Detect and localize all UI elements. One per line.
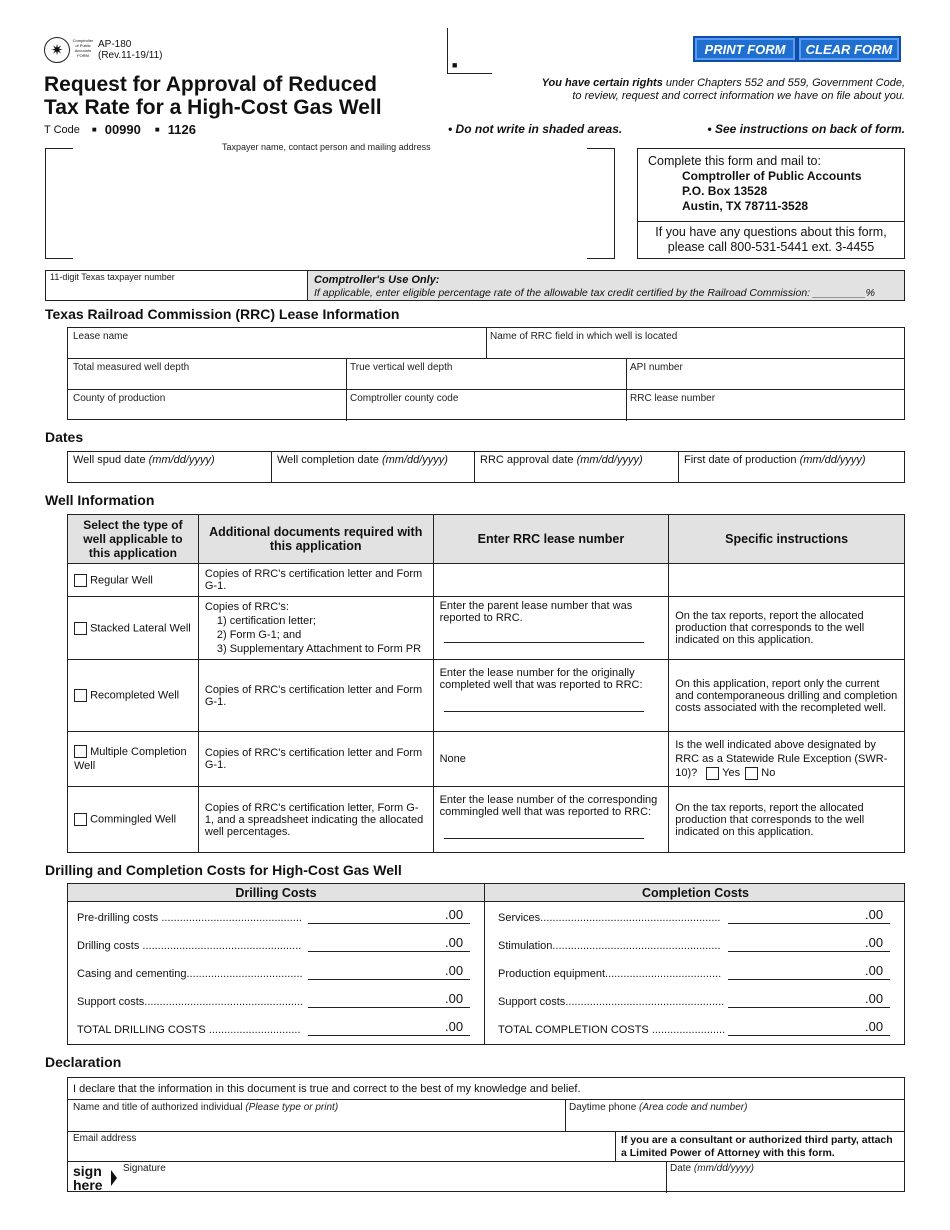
cents-label: .00 — [865, 991, 884, 1006]
taxpayer-number-field[interactable] — [45, 270, 308, 301]
title-line-2: Tax Rate for a High-Cost Gas Well — [44, 96, 382, 119]
see-instructions-notice: • See instructions on back of form. — [707, 122, 905, 136]
no-write-notice: • Do not write in shaded areas. — [448, 122, 623, 136]
daytime-phone-field[interactable] — [569, 1102, 899, 1130]
col-well-type: Select the type of well applicable to this application — [68, 515, 199, 564]
drilling-row-label: Support costs.................................................... — [77, 996, 304, 1008]
lease-cell[interactable] — [433, 597, 669, 660]
well-type-label: Recompleted Well — [90, 689, 180, 702]
agency-seal-icon: ✷ — [44, 37, 70, 63]
swr-yes-checkbox[interactable] — [706, 767, 719, 780]
date-field[interactable] — [670, 1163, 900, 1191]
lease-cell[interactable] — [433, 660, 669, 732]
checkbox-icon[interactable] — [74, 689, 87, 702]
well-depth-field[interactable]: Total measured well depth — [73, 362, 190, 373]
well-info-heading: Well Information — [45, 492, 155, 508]
completion-amount-field[interactable] — [728, 979, 890, 980]
cents-label: .00 — [865, 907, 884, 922]
docs-cell: Copies of RRC's certification letter, Form G-1, and a spreadsheet indicating the allocated well percentages. — [198, 787, 433, 853]
rights-rest: under Chapters 552 and 559, Government Code, — [662, 77, 905, 89]
questions-line1: If you have any questions about this form, — [655, 225, 887, 239]
agency-seal-text: Comptroller of Public Accounts FORM — [72, 38, 94, 58]
spud-date-field[interactable] — [68, 452, 272, 482]
here-text: here — [73, 1177, 103, 1193]
completion-row-label: Support costs.................................................... — [498, 996, 725, 1008]
rrc-lease-number-field[interactable]: RRC lease number — [630, 393, 716, 404]
completion-amount-field[interactable] — [728, 951, 890, 952]
email-field[interactable]: Email address — [73, 1133, 137, 1144]
completion-amount-field[interactable] — [728, 1035, 890, 1036]
cents-label: .00 — [445, 907, 464, 922]
rrc-heading: Texas Railroad Commission (RRC) Lease Information — [45, 306, 400, 322]
questions-text — [638, 225, 904, 255]
completion-costs-title: Completion Costs — [642, 886, 749, 900]
drilling-row-label: Pre-drilling costs .............................................. — [77, 912, 302, 924]
signature-field[interactable]: Signature — [123, 1163, 166, 1174]
lease-cell[interactable] — [433, 787, 669, 853]
checkbox-icon[interactable] — [74, 813, 87, 826]
declaration-heading: Declaration — [45, 1054, 122, 1070]
tcode-value-1: 00990 — [104, 122, 141, 137]
recompleted-well-checkbox[interactable] — [68, 660, 199, 732]
production-date-field[interactable] — [679, 452, 904, 482]
mail-to-address — [682, 169, 862, 214]
docs-cell: Copies of RRC's certification letter and Form G-1. — [198, 732, 433, 787]
drilling-amount-field[interactable] — [308, 951, 470, 952]
docs-item: 2) Form G-1; and — [216, 629, 302, 641]
drilling-row-label: Casing and cementing...................................... — [77, 968, 303, 980]
drilling-row-label: TOTAL DRILLING COSTS .............................. — [77, 1024, 301, 1036]
commingled-well-checkbox[interactable] — [68, 787, 199, 853]
swr-no-label: No — [761, 767, 776, 779]
mail-to-box — [637, 148, 905, 259]
completion-row-label: TOTAL COMPLETION COSTS ........................ — [498, 1024, 726, 1036]
page-title — [44, 73, 382, 119]
phone-hint: (Area code and number) — [639, 1102, 748, 1113]
instr-cell: On the tax reports, report the allocated production that corresponds to the well indicated on this application. — [669, 787, 905, 853]
production-date-format: (mm/dd/yyyy) — [799, 454, 866, 466]
declaration-box — [67, 1077, 905, 1192]
rrc-lease-grid — [67, 327, 905, 420]
well-info-table — [67, 514, 905, 853]
col-lease-number: Enter RRC lease number — [433, 515, 669, 564]
clear-form-button[interactable]: CLEAR FORM — [797, 36, 901, 62]
table-row — [68, 787, 905, 853]
instr-cell: On this application, report only the current and contemporaneous drilling and completion costs associated with the recompleted well. — [669, 660, 905, 732]
docs-intro: Copies of RRC's: — [204, 601, 289, 613]
mail-to-line1: Comptroller of Public Accounts — [682, 169, 862, 183]
rights-bold: You have certain rights — [541, 77, 663, 89]
mail-to-line3: Austin, TX 78711-3528 — [682, 199, 809, 213]
print-form-button[interactable]: PRINT FORM — [693, 36, 797, 62]
title-line-1: Request for Approval of Reduced — [44, 73, 377, 96]
docs-item: 3) Supplementary Attachment to Form PR — [216, 643, 422, 655]
consultant-note: If you are a consultant or authorized third party, attach a Limited Power of Attorney with this form. — [621, 1134, 893, 1159]
docs-cell — [198, 597, 433, 660]
drilling-amount-field[interactable] — [308, 1035, 470, 1036]
instr-cell — [669, 564, 905, 597]
drilling-costs-title: Drilling Costs — [235, 886, 317, 900]
swr-no-checkbox[interactable] — [745, 767, 758, 780]
vertical-depth-field[interactable]: True vertical well depth — [350, 362, 453, 373]
cents-label: .00 — [445, 935, 464, 950]
comptroller-use-text: If applicable, enter eligible percentage rate of the allowable tax credit certified by the Railroad Commission: _________% — [314, 287, 875, 299]
col-documents: Additional documents required with this application — [198, 515, 433, 564]
tcode-value-2: 1126 — [167, 122, 196, 137]
form-revision: (Rev.11-19/11) — [98, 50, 163, 61]
drilling-amount-field[interactable] — [308, 1007, 470, 1008]
checkbox-icon[interactable] — [74, 745, 87, 758]
county-code-field[interactable]: Comptroller county code — [350, 393, 459, 404]
scan-marker: ■ — [452, 60, 458, 70]
table-row — [68, 732, 905, 787]
approval-date-label: RRC approval date — [480, 454, 577, 466]
rights-notice — [542, 77, 905, 103]
sign-arrow-icon — [111, 1170, 117, 1186]
completion-row-label: Services........................................................... — [498, 912, 721, 924]
dates-grid — [67, 451, 905, 483]
costs-grid — [67, 883, 905, 1045]
comptroller-use-box — [307, 270, 905, 301]
well-type-label: Regular Well — [90, 573, 153, 586]
table-row — [68, 597, 905, 660]
drilling-amount-field[interactable] — [308, 979, 470, 980]
tcode-bullet-1: ■ — [91, 125, 97, 134]
production-date-label: First date of production — [684, 454, 800, 466]
approval-date-format: (mm/dd/yyyy) — [576, 454, 643, 466]
lease-instruction: Enter the parent lease number that was reported to RRC. — [439, 600, 633, 624]
dates-heading: Dates — [45, 429, 84, 445]
cents-label: .00 — [445, 963, 464, 978]
well-type-label: Multiple Completion Well — [74, 746, 187, 772]
name-title-hint: (Please type or print) — [245, 1102, 339, 1113]
lease-entry-line[interactable] — [444, 711, 645, 712]
spud-date-label: Well spud date — [73, 454, 149, 466]
cents-label: .00 — [445, 991, 464, 1006]
completion-date-field[interactable] — [272, 452, 475, 482]
name-title-label: Name and title of authorized individual — [73, 1102, 246, 1113]
stacked-lateral-checkbox[interactable] — [68, 597, 199, 660]
docs-item: 1) certification letter; — [216, 615, 316, 627]
sign-here-label — [73, 1164, 103, 1192]
cents-label: .00 — [865, 1019, 884, 1034]
well-info-header-row — [68, 515, 905, 564]
completion-row-label: Stimulation....................................................... — [498, 940, 721, 952]
completion-row-label: Production equipment...................................... — [498, 968, 722, 980]
date-hint: (mm/dd/yyyy) — [693, 1163, 754, 1174]
well-type-label: Commingled Well — [90, 813, 177, 826]
approval-date-field[interactable] — [475, 452, 679, 482]
taxpayer-address-label: Taxpayer name, contact person and mailing address — [222, 142, 431, 152]
cents-label: .00 — [445, 1019, 464, 1034]
api-number-field[interactable]: API number — [630, 362, 683, 373]
date-label: Date — [670, 1163, 694, 1174]
lease-entry-line[interactable] — [444, 838, 645, 839]
well-type-label: Stacked Lateral Well — [90, 621, 191, 634]
col-instructions: Specific instructions — [669, 515, 905, 564]
questions-line2: please call 800-531-5441 ext. 3-4455 — [667, 240, 875, 254]
drilling-amount-field[interactable] — [308, 923, 470, 924]
cents-label: .00 — [865, 963, 884, 978]
form-number: AP-180 — [98, 39, 132, 50]
phone-label: Daytime phone — [569, 1102, 640, 1113]
tcode — [44, 122, 196, 137]
tcode-bullet-2: ■ — [154, 125, 160, 134]
regular-well-checkbox[interactable] — [68, 564, 199, 597]
docs-cell: Copies of RRC's certification letter and Form G-1. — [198, 660, 433, 732]
multiple-completion-checkbox[interactable] — [68, 732, 199, 787]
tcode-label: T Code — [44, 123, 80, 136]
completion-amount-field[interactable] — [728, 923, 890, 924]
lease-name-field[interactable]: Lease name — [73, 331, 129, 342]
completion-date-label: Well completion date — [277, 454, 382, 466]
spud-date-format: (mm/dd/yyyy) — [148, 454, 215, 466]
instr-cell — [669, 732, 905, 787]
name-title-field[interactable] — [73, 1102, 561, 1130]
completion-amount-field[interactable] — [728, 1007, 890, 1008]
table-row — [68, 660, 905, 732]
lease-cell[interactable] — [433, 564, 669, 597]
instr-cell: On the tax reports, report the allocated production that corresponds to the well indicated on this application. — [669, 597, 905, 660]
rrc-field-name-field[interactable]: Name of RRC field in which well is located — [490, 331, 678, 342]
drilling-row-label: Drilling costs .................................................... — [77, 940, 302, 952]
docs-cell: Copies of RRC's certification letter and Form G-1. — [198, 564, 433, 597]
rights-line2: to review, request and correct information we have on file about you. — [572, 90, 905, 102]
declaration-statement: I declare that the information in this document is true and correct to the best of my knowledge and belief. — [73, 1083, 581, 1095]
sign-text: sign — [73, 1163, 102, 1179]
checkbox-icon[interactable] — [74, 622, 87, 635]
cents-label: .00 — [865, 935, 884, 950]
lease-instruction: Enter the lease number for the originally completed well that was reported to RRC: — [439, 667, 643, 691]
lease-cell: None — [433, 732, 669, 787]
costs-heading: Drilling and Completion Costs for High-Cost Gas Well — [45, 862, 402, 878]
swr-question: Is the well indicated above designated by RRC as a Statewide Rule Exception (SWR-10)? — [675, 739, 888, 779]
completion-date-format: (mm/dd/yyyy) — [381, 454, 448, 466]
taxpayer-address-field[interactable] — [45, 148, 615, 259]
mail-to-line2: P.O. Box 13528 — [682, 184, 768, 198]
taxpayer-number-label: 11-digit Texas taxpayer number — [50, 272, 175, 282]
lease-instruction: Enter the lease number of the corresponding commingled well that was reported to RRC: — [439, 794, 658, 818]
table-row — [68, 564, 905, 597]
checkbox-icon[interactable] — [74, 574, 87, 587]
mail-to-intro: Complete this form and mail to: — [648, 154, 821, 168]
comptroller-use-title: Comptroller's Use Only: — [314, 274, 440, 286]
swr-yes-label: Yes — [722, 767, 741, 779]
county-field[interactable]: County of production — [73, 393, 166, 404]
lease-entry-line[interactable] — [444, 642, 645, 643]
